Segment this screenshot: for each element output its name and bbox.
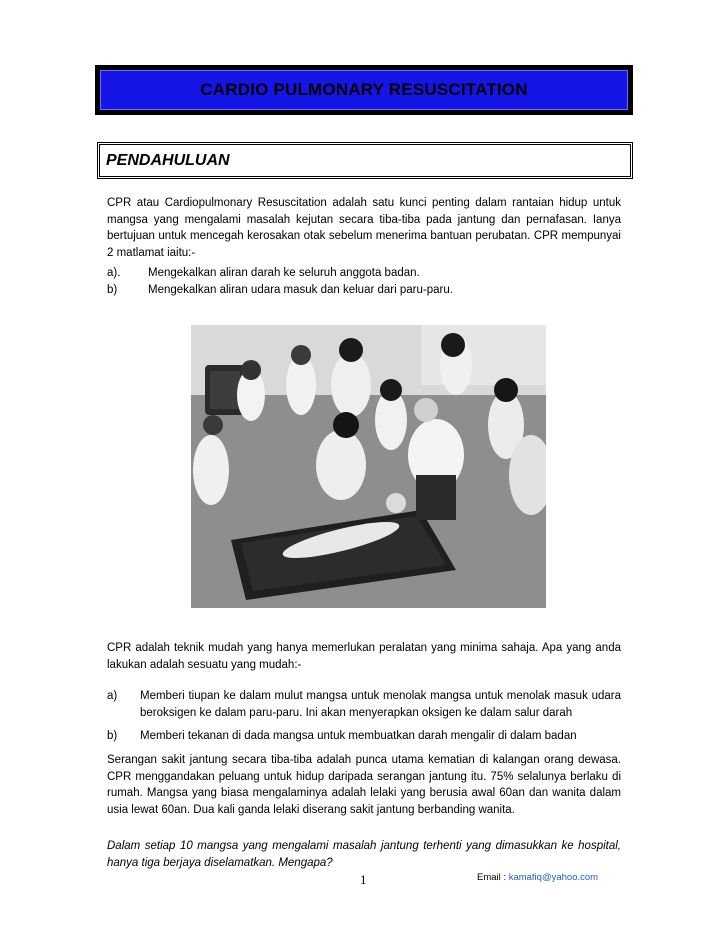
- section-title: PENDAHULUAN: [106, 151, 230, 169]
- steps-list: [107, 688, 621, 752]
- question-paragraph: Dalam setiap 10 mangsa yang mengalami masalah jantung terhenti yang dimasukkan ke hospital, hanya tiga berjaya diselamatkan. Mengapa?: [107, 840, 621, 869]
- cpr-training-photo: [191, 325, 546, 608]
- page-title: CARDIO PULMONARY RESUSCITATION: [200, 80, 528, 99]
- page-number: 1: [360, 872, 367, 887]
- goals-list: [107, 265, 621, 298]
- title-banner: [95, 65, 633, 115]
- list-item: [107, 688, 621, 721]
- email-label: Email :: [477, 872, 509, 883]
- list-item: [107, 282, 621, 299]
- footer-email: [477, 872, 598, 883]
- title-banner-inner: [100, 70, 628, 110]
- list-marker: b): [107, 283, 118, 296]
- list-item: [107, 265, 621, 282]
- list-item-text: Memberi tekanan di dada mangsa untuk membuatkan darah mengalir di dalam badan: [140, 730, 577, 742]
- list-item-text: Memberi tiupan ke dalam mulut mangsa untuk menolak mangsa untuk menolak masuk udara beroksigen ke dalam paru-paru. Ini akan menyerapkan oksigen ke dalam salur darah: [140, 690, 621, 719]
- stats-paragraph: Serangan sakit jantung secara tiba-tiba adalah punca utama kematian di kalangan orang dewasa. CPR menggandakan peluang untuk hidup daripada serangan jantung itu. 75% selalunya berlaku di rumah. Mangsa yang biasa mengalaminya adalah lelaki yang berusia awal 60an dan wanita dalam usia lewat 60an. Dua kali ganda lelaki diserang sakit jantung berbanding wanita.: [107, 754, 621, 816]
- list-item-text: Mengekalkan aliran udara masuk dan keluar dari paru-paru.: [148, 283, 453, 296]
- cpr-training-illustration: [191, 325, 546, 608]
- technique-paragraph: CPR adalah teknik mudah yang hanya memerlukan peralatan yang minima sahaja. Apa yang anda lakukan adalah sesuatu yang mudah:-: [107, 642, 621, 671]
- intro-paragraph: CPR atau Cardiopulmonary Resuscitation adalah satu kunci penting dalam rantaian hidup untuk mangsa yang mengalami masalah kejutan secara tiba-tiba pada jantung dan pernafasan. Ianya bertujuan untuk mencegah kerosakan otak sebelum menerima bantuan perubatan. CPR mempunyai 2 matlamat iaitu:-: [107, 197, 621, 259]
- list-marker: b): [107, 730, 118, 742]
- list-marker: a): [107, 690, 118, 702]
- email-link[interactable]: kamafiq@yahoo.com: [508, 872, 599, 883]
- list-item: [107, 728, 621, 745]
- list-item-text: Mengekalkan aliran darah ke seluruh anggota badan.: [148, 267, 420, 279]
- section-header: [97, 142, 633, 179]
- list-marker: a).: [107, 267, 121, 279]
